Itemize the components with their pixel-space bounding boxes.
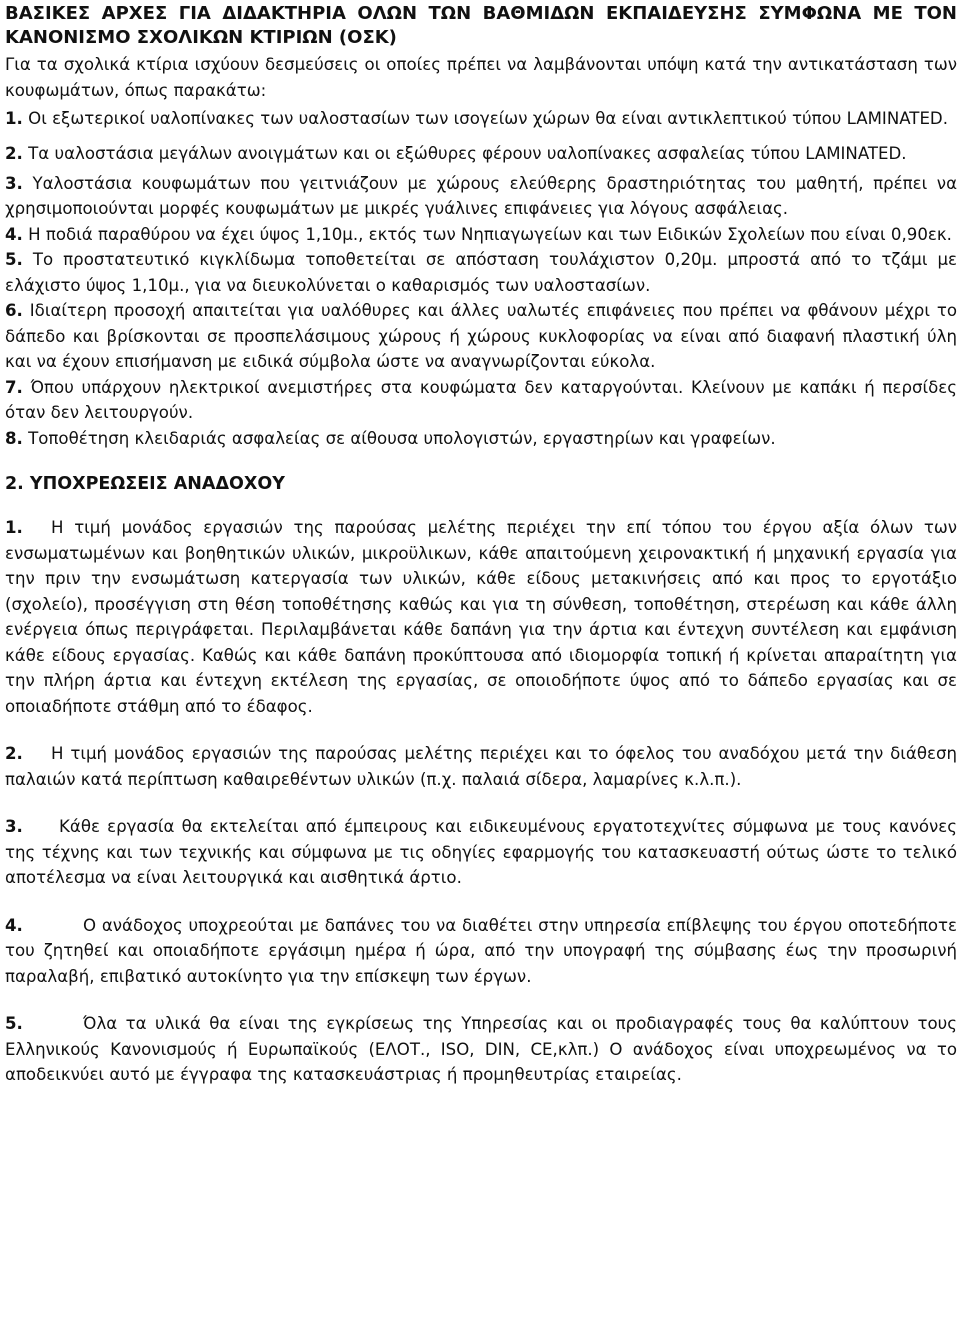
rule-text: Όπου υπάρχουν ηλεκτρικοί ανεμιστήρες στα κουφώματα δεν καταργούνται. Κλείνουν με καπάκι ή περσίδες όταν δεν λειτουργούν.	[5, 377, 957, 422]
document-title: ΒΑΣΙΚΕΣ ΑΡΧΕΣ ΓΙΑ ΔΙΔΑΚΤΗΡΙΑ ΟΛΩΝ ΤΩΝ ΒΑΘΜΙΔΩΝ ΕΚΠΑΙΔΕΥΣΗΣ ΣΥΜΦΩΝΑ ΜΕ ΤΟΝ ΚΑΝΟΝΙΣΜΟ ΣΧΟΛΙΚΩΝ ΚΤΙΡΙΩΝ (ΟΣΚ)	[5, 3, 957, 48]
rule-item	[5, 426, 957, 452]
rule-text: Τοποθέτηση κλειδαριάς ασφαλείας σε αίθουσα υπολογιστών, εργαστηρίων και γραφείων.	[28, 428, 776, 448]
rule-item	[5, 222, 957, 248]
obligation-text: Ο ανάδοχος υποχρεούται με δαπάνες του να διαθέτει στην υπηρεσία επίβλεψης του έργου οποτεδήποτε του ζητηθεί και οποιαδήποτε εργάσιμη ημέρα ή ώρα, από την υπογραφή της σύμβασης έως την προσωρινή παραλαβή, επιβατικό αυτοκίνητο για την επίσκεψη των έργων.	[5, 915, 957, 986]
obligation-number: 1.	[5, 518, 23, 537]
rule-item	[5, 375, 957, 426]
obligation-text: Η τιμή μονάδος εργασιών της παρούσας μελέτης περιέχει την επί τόπου του έργου αξία όλων των ενσωματωμένων και βοηθητικών υλικών, μικροϋλικων, κάθε απαιτούμενη χειρονακτική ή μηχανική εργασία για την πριν την ενσωμάτωση κατεργασία των υλικών, κάθε είδους μετακινήσεις από και προς το εργοτάξιο (σχολείο), προσέγγιση στη θέση τοποθέτησης καθώς και για τη σύνθεση, τοποθέτηση, στερέωση και κάθε άλλη ενέργεια όπως περιγράφεται. Περιλαμβάνεται κάθε δαπάνη για την άρτια και έντεχνη συντέλεση και εμφάνιση κάθε είδους εργασίας. Καθώς και κάθε δαπάνη προκύπτουσα από ιδιομορφία τοπική ή κρίνεται απαραίτητη για την πλήρη άρτια και έντεχνη εκτέλεση της εργασίας, σε οποιοδήποτε ύψος από το δάπεδο εργασίας και σε οποιαδήποτε στάθμη από το έδαφος.	[5, 518, 957, 716]
obligation-number: 4.	[5, 915, 23, 935]
rule-item	[5, 298, 957, 375]
rule-number: 2.	[5, 144, 23, 163]
rule-item	[5, 247, 957, 298]
rule-text: Υαλοστάσια κουφωμάτων που γειτνιάζουν με χώρους ελεύθερης δραστηριότητας του μαθητή, πρέπει να χρησιμοποιούνται μορφές κουφωμάτων με μικρές γυάλινες επιφάνειες για λόγους ασφάλειας.	[5, 173, 958, 218]
rule-number: 5.	[5, 250, 23, 269]
obligation-item	[5, 741, 957, 792]
rule-text: Οι εξωτερικοί υαλοπίνακες των υαλοστασίων των ισογείων χώρων θα είναι αντικλεπτικού τύπου LAMINATED.	[28, 109, 948, 128]
rule-item	[5, 103, 957, 135]
obligation-item	[5, 515, 957, 719]
obligation-text: Η τιμή μονάδος εργασιών της παρούσας μελέτης περιέχει και το όφελος του αναδόχου μετά την διάθεση παλαιών κατά περίπτωση καθαιρεθέντων υλικών (π.χ. παλαιά σίδερα, λαμαρίνες κ.λ.π.).	[5, 744, 957, 789]
paragraph-spacer	[5, 792, 957, 814]
rule-number: 4.	[5, 224, 23, 244]
rule-item	[5, 141, 957, 167]
rule-number: 1.	[5, 109, 23, 128]
obligation-item	[5, 913, 957, 990]
section-heading: 2. ΥΠΟΧΡΕΩΣΕΙΣ ΑΝΑΔΟΧΟΥ	[5, 474, 285, 494]
intro-paragraph: Για τα σχολικά κτίρια ισχύουν δεσμεύσεις οι οποίες πρέπει να λαμβάνονται υπόψη κατά την αντικατάσταση των κουφωμάτων, όπως παρακάτω:	[5, 55, 957, 100]
rule-item	[5, 171, 957, 222]
rule-text: Η ποδιά παραθύρου να έχει ύψος 1,10μ., εκτός των Νηπιαγωγείων και των Ειδικών Σχολείων που είναι 0,90εκ.	[28, 224, 952, 244]
paragraph-spacer	[5, 719, 957, 741]
obligation-text: Όλα τα υλικά θα είναι της εγκρίσεως της Υπηρεσίας και οι προδιαγραφές τους θα καλύπτουν τους Ελληνικούς Κανονισμούς ή Ευρωπαϊκούς (ΕΛΟΤ., ISO, DIN, CE,κλπ.) Ο ανάδοχος είναι υποχρεωμένος να το αποδεικνύει αυτό με έγγραφα της κατασκευάστριας ή προμηθευτρίας εταιρείας.	[5, 1014, 957, 1084]
rule-text: Τα υαλοστάσια μεγάλων ανοιγμάτων και οι εξώθυρες φέρουν υαλοπίνακες ασφαλείας τύπου LAMINATED.	[28, 144, 907, 163]
rule-number: 3.	[5, 173, 23, 193]
rule-number: 7.	[5, 377, 23, 397]
paragraph-spacer	[5, 989, 957, 1011]
obligation-item	[5, 814, 957, 891]
rule-text: Το προστατευτικό κιγκλίδωμα τοποθετείται σε απόσταση τουλάχιστον 0,20μ. μπροστά από το τζάμι με ελάχιστο ύψος 1,10μ., για να διευκολύνεται ο καθαρισμός των υαλοστασίων.	[5, 250, 957, 295]
obligation-number: 3.	[5, 817, 23, 836]
paragraph-spacer	[5, 891, 957, 913]
obligation-item	[5, 1011, 957, 1088]
obligation-number: 5.	[5, 1014, 23, 1033]
obligation-text: Κάθε εργασία θα εκτελείται από έμπειρους και ειδικευμένους εργατοτεχνίτες σύμφωνα με τους κανόνες της τέχνης και των τεχνικής και σύμφωνα με τις οδηγίες εφαρμογής του κατασκευαστή ούτως ώστε το τελικό αποτέλεσμα να είναι λειτουργικά και αισθητικά άρτιο.	[5, 817, 957, 887]
rule-text: Ιδιαίτερη προσοχή απαιτείται για υαλόθυρες και άλλες υαλωτές επιφάνειες που πρέπει να φθάνουν μέχρι το δάπεδο και βρίσκονται σε προσπελάσιμους χώρους ή χώρους κυκλοφορίας να είναι από διαφανή πλαστική ύλη και να έχουν επισήμανση με ειδικά σύμβολα ώστε να αναγνωρίζονται εύκολα.	[5, 301, 958, 371]
rule-number: 6.	[5, 301, 23, 320]
rule-number: 8.	[5, 428, 23, 448]
obligation-number: 2.	[5, 744, 23, 763]
